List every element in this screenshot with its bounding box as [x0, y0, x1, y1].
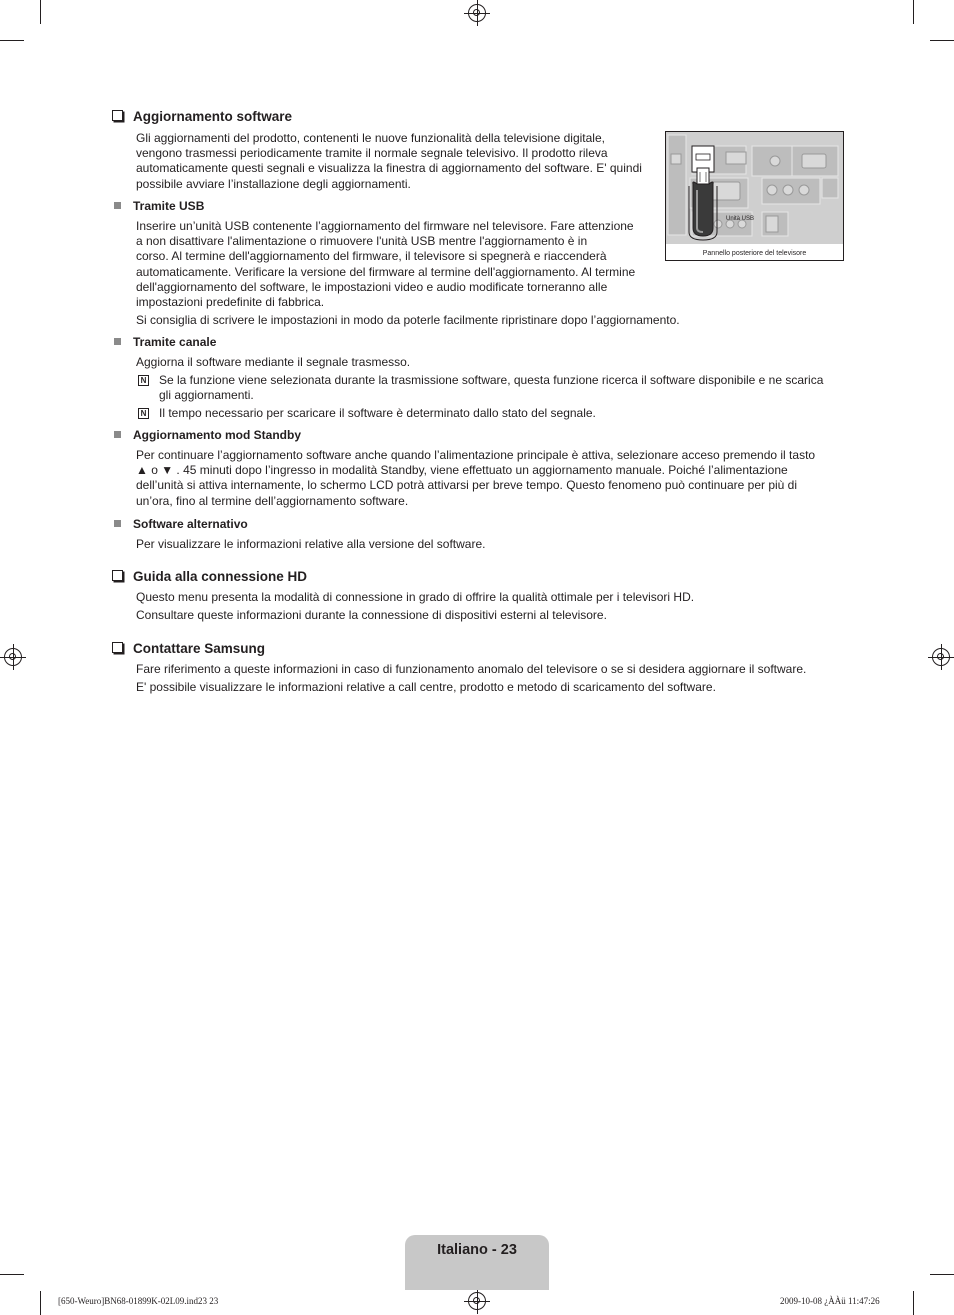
note-icon: N [138, 375, 149, 386]
section-heading: Contattare Samsung [112, 641, 265, 656]
print-slug-right: 2009-10-08 ¿ÀÀü 11:47:26 [780, 1296, 880, 1306]
registration-mark-icon [468, 1292, 486, 1310]
rear-panel-illustration [666, 132, 843, 244]
square-bullet-icon [114, 520, 121, 527]
paragraph: Aggiorna il software mediante il segnale trasmesso. [136, 355, 411, 369]
subsection-heading: Aggiornamento mod Standby [114, 428, 301, 442]
section-body: Fare riferimento a queste informazioni in caso di funzionamento anomalo del televisore o se si desidera aggiornare il software. E' possibile visualizzare le informazioni relative a call centre, prodotto e metodo di scaricamento del software. [136, 662, 807, 695]
registration-mark-icon [468, 4, 486, 22]
note: Se la funzione viene selezionata durante la trasmissione software, questa funzione ricerca il software disponibile e ne scarica gli aggiornamenti. [159, 373, 824, 403]
figure-caption: Pannello posteriore del televisore [702, 250, 807, 257]
subsection-heading: Tramite canale [114, 335, 216, 349]
registration-mark-icon [932, 648, 950, 666]
subsection-body: Inserire un’unità USB contenente l’aggiornamento del firmware nel televisore. Fare attenzione a non disattivare l'alimentazione o rimuovere l'unità USB mentre l'aggiornamento è in corso. Al termine dell'aggiornamento del firmware, il televisore si spegnerà e riaccenderà automaticamente. Verificare la versione del firmware al termine dell'aggiornamento. Al termine dell'aggiornamento del software, le impostazioni video e audio modificate torneranno alle impostazioni predefinite di fabbrica. [136, 219, 636, 310]
print-slug-left: [650-Weuro]BN68-01899K-02L09.ind23 23 [58, 1296, 219, 1306]
section-body: Questo menu presenta la modalità di connessione in grado di offrire la qualità ottimale per i televisori HD. Consultare queste informazioni durante la connessione di dispositivi esterni al televisore. [136, 590, 695, 623]
note: Il tempo necessario per scaricare il software è determinato dallo stato del segnale. [159, 406, 596, 420]
paragraph: Si consiglia di scrivere le impostazioni in modo da poterle facilmente ripristinare dopo l’aggiornamento. [136, 313, 680, 327]
checkbox-bullet-icon [112, 642, 123, 653]
crop-mark [930, 1274, 954, 1275]
checkbox-bullet-icon [112, 570, 123, 581]
subsection-body: Per continuare l’aggiornamento software anche quando l’alimentazione principale è attiva, selezionare acceso premendo il tasto ▲ o ▼ . 45 minuti dopo l’ingresso in modalità Standby, viene effettuato un aggiornamento manuale. Poiché l’alimentazione dell’unità si attiva internamente, lo schermo LCD potrà attivarsi per breve tempo. Questo fenomeno può continuare per più di un’ora, fino al termine dell’aggiornamento software. [136, 448, 816, 508]
paragraph: Per visualizzare le informazioni relative alla versione del software. [136, 537, 486, 551]
crop-mark [913, 0, 914, 24]
registration-mark-icon [4, 648, 22, 666]
subsection-heading: Software alternativo [114, 517, 248, 531]
rear-panel-icon [666, 132, 843, 244]
crop-mark [40, 1291, 41, 1315]
square-bullet-icon [114, 202, 121, 209]
tv-rear-panel-figure [665, 131, 844, 261]
crop-mark [0, 40, 24, 41]
section-intro: Gli aggiornamenti del prodotto, contenenti le nuove funzionalità della televisione digitale, vengono trasmessi periodicamente tramite il normale segnale televisivo. Il prodotto rileva automaticamente questi segnali e visualizza la finestra di aggiornamento del software. E' quindi possibile avviare l’installazione degli aggiornamenti. [136, 131, 642, 191]
crop-mark [0, 1274, 24, 1275]
square-bullet-icon [114, 338, 121, 345]
section-heading: Guida alla connessione HD [112, 569, 307, 584]
section-heading: Aggiornamento software [112, 109, 292, 124]
page-number: Italiano - 23 [437, 1242, 517, 1258]
square-bullet-icon [114, 431, 121, 438]
note-icon: N [138, 408, 149, 419]
crop-mark [913, 1291, 914, 1315]
checkbox-bullet-icon [112, 110, 123, 121]
usb-drive-label: Unità USB [726, 216, 755, 222]
crop-mark [930, 40, 954, 41]
subsection-heading: Tramite USB [114, 199, 204, 213]
crop-mark [40, 0, 41, 24]
